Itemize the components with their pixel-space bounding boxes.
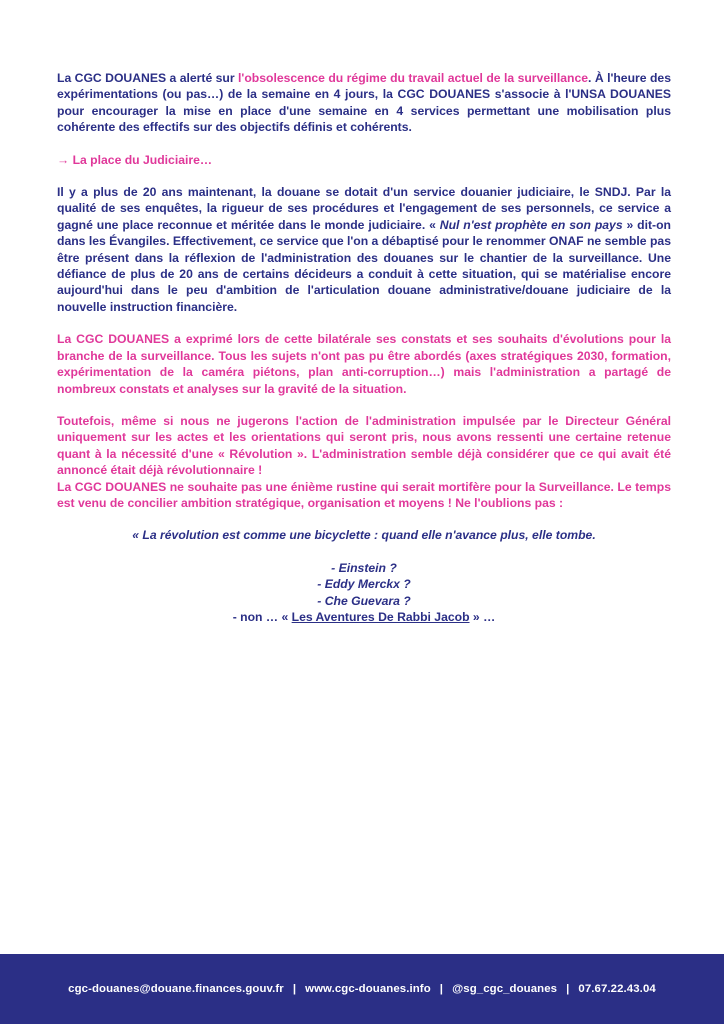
footer-phone[interactable]: 07.67.22.43.04 — [578, 983, 656, 995]
footer-social-handle[interactable]: @sg_cgc_douanes — [452, 983, 558, 995]
rabbi-jacob-link[interactable]: Les Aventures De Rabbi Jacob — [291, 609, 470, 624]
attribution-einstein: - Einstein ? — [331, 560, 397, 575]
intro-text: La CGC DOUANES a alerté sur — [57, 71, 239, 85]
intro-text-continued: . À l'heure des expérimentations (ou pas…) de la semaine en 4 jours, la CGC DOUANES s'associe à l'UNSA DOUANES pour encourager la mise en place d'une semaine en 4 services permettant une mobilisation plus cohérente des effectifs sur des objectifs définis et cohérents. — [57, 71, 671, 135]
footer-website[interactable]: www.cgc-douanes.info — [305, 983, 431, 995]
toutefois-paragraph: Toutefois, même si nous ne jugerons l'action de l'administration impulsée par le Directeur Général uniquement sur les actes et les orientations qui seront pris, nous avons ressenti une certaine retenue quant à la nécessité d'une « Révolution ». L'administration semble déjà considérer que ce qui avait été annoncé était déjà révolutionnaire ! — [57, 413, 671, 478]
attribution-final: - non … « Les Aventures De Rabbi Jacob » … — [232, 609, 496, 624]
judiciaire-quote: Nul n'est prophète en son pays — [439, 217, 623, 232]
judiciaire-paragraph — [57, 184, 671, 315]
footer-bar — [0, 954, 724, 1024]
footer-separator: | — [292, 983, 297, 995]
footer-email[interactable]: cgc-douanes@douane.finances.gouv.fr — [68, 983, 284, 995]
intro-paragraph — [57, 70, 671, 136]
judiciaire-text-continued: » dit-on dans les Évangiles. Effectivement, ce service que l'on a débaptisé pour le renommer ONAF ne semble pas être présent dans la réflexion de l'administration des douanes sur le chantier de la surveillance. Une défiance de plus de 20 ans de certains décideurs a conduit à cette situation, qui se matérialise encore aujourd'hui dans le peu d'ambition de l'articulation douane administrative/douane judiciaire de la nouvelle instruction financière. — [57, 217, 671, 314]
section-heading: → La place du Judiciaire… — [57, 152, 213, 167]
document-body — [57, 70, 671, 625]
footer-separator: | — [439, 983, 444, 995]
rustine-paragraph: La CGC DOUANES ne souhaite pas une énième rustine qui serait mortifère pour la Surveillance. Le temps est venu de concilier ambition stratégique, organisation et moyens ! Ne l'oublions pas : — [57, 479, 671, 510]
attribution-guevara: - Che Guevara ? — [317, 593, 411, 608]
intro-highlight: l'obsolescence du régime du travail actuel de la surveillance — [238, 71, 589, 85]
bilaterale-paragraph: La CGC DOUANES a exprimé lors de cette bilatérale ses constats et ses souhaits d'évolutions pour la branche de la surveillance. Tous les sujets n'ont pas pu être abordés (axes stratégiques 2030, formation, expérimentation de la caméra piétons, plan anti-corruption…) mais l'administration a partagé de nombreux constats et analyses sur la gravité de la situation. — [57, 332, 671, 396]
judiciaire-text: Il y a plus de 20 ans maintenant, la douane se dotait d'un service douanier judiciaire, le SNDJ. Par la qualité de ses enquêtes, la rigueur de ses procédures et l'engagement de ses personnels, ce service a gagné une place reconnue et méritée dans le monde judiciaire. « — [57, 185, 671, 232]
attribution-merckx: - Eddy Merckx ? — [317, 577, 411, 592]
bicycle-quote: « La révolution est comme une bicyclette : quand elle n'avance plus, elle tombe. — [132, 528, 596, 543]
footer-separator: | — [566, 983, 570, 995]
